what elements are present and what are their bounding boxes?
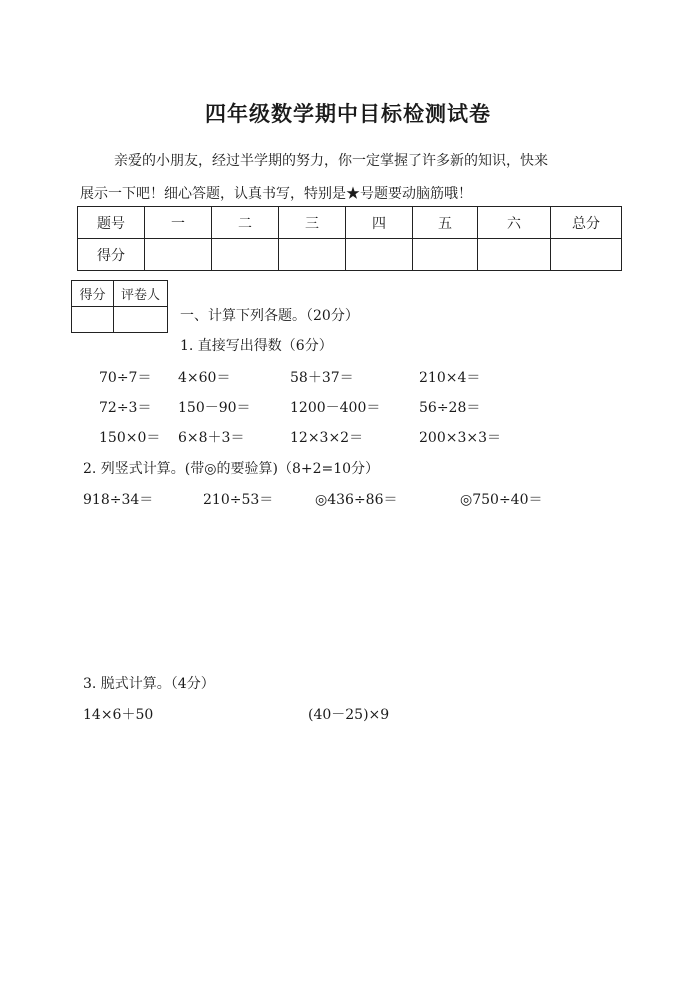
division-problem-1: 918÷34＝ xyxy=(83,492,154,508)
grader-table-header-row xyxy=(72,281,168,307)
part1-heading: 1. 直接写出得数（6分） xyxy=(180,338,333,354)
problem-1-2: 4×60＝ xyxy=(178,370,231,386)
page-title: 四年级数学期中目标检测试卷 xyxy=(205,101,491,126)
grader-name-cell[interactable] xyxy=(114,307,168,333)
score-col-4: 四 xyxy=(346,207,413,239)
score-cell-1[interactable] xyxy=(145,239,212,271)
section1-heading: 一、计算下列各题。（20分） xyxy=(180,308,359,324)
part3-heading: 3. 脱式计算。（4分） xyxy=(83,676,215,692)
intro-line-2: 展示一下吧！细心答题，认真书写，特别是★号题要动脑筋哦！ xyxy=(80,186,472,202)
intro-line-1: 亲爱的小朋友，经过半学期的努力，你一定掌握了许多新的知识，快来 xyxy=(114,153,548,169)
score-table xyxy=(77,206,622,271)
problem-1-3: 58＋37＝ xyxy=(290,370,354,386)
grader-score-label: 得分 xyxy=(72,281,114,307)
division-problem-4: ◎750÷40＝ xyxy=(460,492,543,508)
division-problem-3: ◎436÷86＝ xyxy=(315,492,398,508)
expression-problem-2: (40－25)×9 xyxy=(308,707,390,723)
score-row-label: 得分 xyxy=(78,239,145,271)
score-table-header-row xyxy=(78,207,622,239)
score-cell-6[interactable] xyxy=(478,239,551,271)
part2-heading: 2. 列竖式计算。(带◎的要验算)（8+2=10分） xyxy=(83,461,380,477)
problem-2-1: 72÷3＝ xyxy=(99,400,152,416)
score-cell-3[interactable] xyxy=(279,239,346,271)
grader-name-label: 评卷人 xyxy=(114,281,168,307)
problem-3-1: 150×0＝ xyxy=(99,430,161,446)
problem-1-1: 70÷7＝ xyxy=(99,370,152,386)
expression-problem-1: 14×6＋50 xyxy=(83,707,154,723)
score-header-label: 题号 xyxy=(78,207,145,239)
score-col-3: 三 xyxy=(279,207,346,239)
problem-3-2: 6×8＋3＝ xyxy=(178,430,245,446)
score-table-score-row xyxy=(78,239,622,271)
score-cell-5[interactable] xyxy=(413,239,478,271)
problem-1-4: 210×4＝ xyxy=(419,370,481,386)
score-cell-2[interactable] xyxy=(212,239,279,271)
score-col-6: 六 xyxy=(478,207,551,239)
score-col-total: 总分 xyxy=(551,207,622,239)
score-col-5: 五 xyxy=(413,207,478,239)
grader-table xyxy=(71,280,168,333)
problem-2-3: 1200－400＝ xyxy=(290,400,381,416)
problem-2-2: 150－90＝ xyxy=(178,400,251,416)
problem-2-4: 56÷28＝ xyxy=(419,400,481,416)
division-problem-2: 210÷53＝ xyxy=(203,492,274,508)
grader-table-input-row xyxy=(72,307,168,333)
problem-3-4: 200×3×3＝ xyxy=(419,430,501,446)
score-cell-total[interactable] xyxy=(551,239,622,271)
grader-score-cell[interactable] xyxy=(72,307,114,333)
score-col-2: 二 xyxy=(212,207,279,239)
problem-3-3: 12×3×2＝ xyxy=(290,430,364,446)
score-cell-4[interactable] xyxy=(346,239,413,271)
score-col-1: 一 xyxy=(145,207,212,239)
